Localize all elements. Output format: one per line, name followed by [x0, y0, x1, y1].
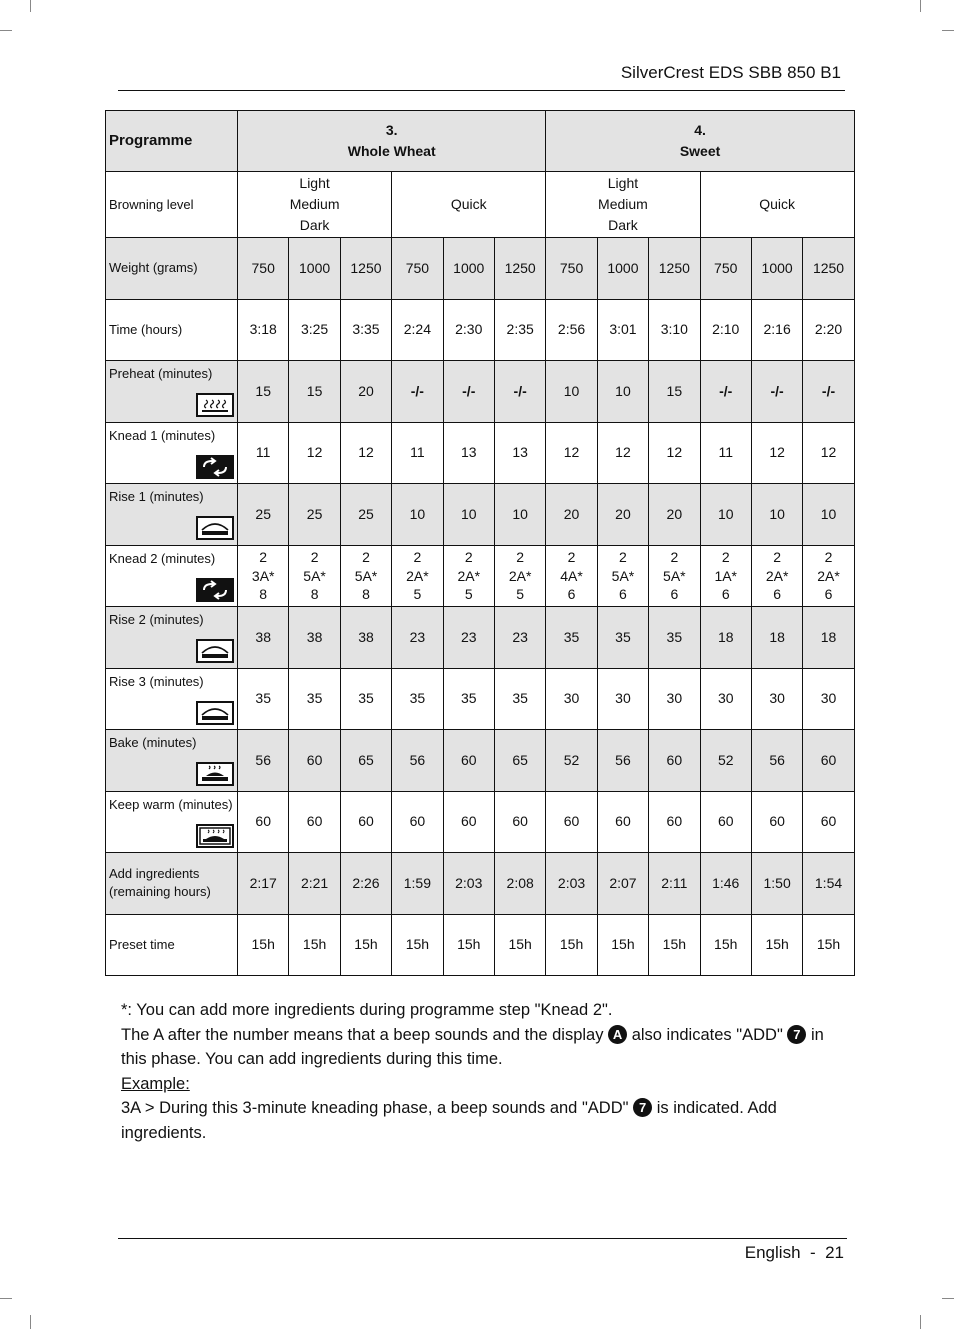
table-cell: 23: [443, 607, 494, 669]
table-row: [106, 730, 855, 792]
crop-mark: [942, 30, 954, 31]
programme-4-header: [546, 111, 854, 172]
table-row: [106, 238, 855, 300]
table-cell: 2:35: [494, 299, 545, 361]
display-marker-icon: A: [608, 1025, 627, 1044]
table-cell: -/-: [700, 361, 751, 423]
table-cell: 11: [700, 422, 751, 484]
table-cell: 2:16: [751, 299, 802, 361]
cell-line: 5: [464, 586, 473, 602]
table-cell: 1000: [597, 238, 648, 300]
row-label-text: Bake (minutes): [109, 735, 197, 750]
table-cell: 3:18: [238, 299, 289, 361]
cell-line: 5: [516, 586, 525, 602]
footnote-asterisk: *: You can add more ingredients during programme step "Knead 2".: [121, 1001, 613, 1019]
table-cell: 13: [443, 422, 494, 484]
table-cell: 10: [751, 484, 802, 546]
table-cell: -/-: [494, 361, 545, 423]
table-cell: 2:21: [289, 853, 340, 915]
table-cell: 60: [546, 791, 597, 853]
table-cell: 1:46: [700, 853, 751, 915]
page-header-title: SilverCrest EDS SBB 850 B1: [620, 63, 841, 82]
cell-line: 2: [824, 549, 833, 565]
table-cell: 1000: [443, 238, 494, 300]
table-cell: 13: [494, 422, 545, 484]
table-cell: 1250: [649, 238, 700, 300]
table-cell: 2:07: [597, 853, 648, 915]
table-row: [106, 545, 855, 607]
table-cell: 2:56: [546, 299, 597, 361]
cell-line: 2A*: [765, 567, 789, 584]
table-cell: 30: [803, 668, 854, 730]
cell-line: 2: [567, 549, 576, 565]
table-cell: 10: [803, 484, 854, 546]
rise-icon: [196, 516, 234, 540]
table-cell: 12: [289, 422, 340, 484]
table-cell: 750: [700, 238, 751, 300]
table-row: [106, 914, 855, 976]
row-label-text: Knead 2 (minutes): [109, 550, 216, 566]
browning-quick-cell: Quick: [700, 172, 854, 238]
table-cell: 12: [546, 422, 597, 484]
table-row: [106, 361, 855, 423]
table-cell: 30: [649, 668, 700, 730]
table-cell: 15: [289, 361, 340, 423]
crop-mark: [920, 0, 921, 12]
table-cell: 52: [546, 730, 597, 792]
table-cell: 56: [392, 730, 443, 792]
table-cell: 56: [751, 730, 802, 792]
table-cell: 35: [340, 668, 391, 730]
table-cell: 2:20: [803, 299, 854, 361]
programme-table: [105, 110, 855, 976]
table-cell: 60: [443, 730, 494, 792]
table-cell: 3:35: [340, 299, 391, 361]
table-cell: [238, 545, 289, 607]
table-cell: 65: [340, 730, 391, 792]
table-cell: 35: [289, 668, 340, 730]
table-row: [106, 607, 855, 669]
table-cell: 12: [751, 422, 802, 484]
browning-levels-cell: [546, 172, 700, 238]
table-cell: 15h: [751, 914, 802, 976]
add-marker-icon: 7: [633, 1098, 652, 1117]
table-cell: 38: [238, 607, 289, 669]
add-marker-icon: 7: [787, 1025, 806, 1044]
table-cell: 60: [392, 791, 443, 853]
table-cell: 15h: [443, 914, 494, 976]
table-cell: [289, 545, 340, 607]
table-cell: 15h: [546, 914, 597, 976]
table-cell: 12: [597, 422, 648, 484]
table-cell: 11: [238, 422, 289, 484]
table-row: [106, 791, 855, 853]
page-footer: English - 21: [744, 1243, 844, 1262]
cell-line: 6: [773, 586, 782, 602]
footer-divider: [118, 1238, 847, 1239]
table-cell: 20: [340, 361, 391, 423]
table-row: [106, 484, 855, 546]
crop-mark: [920, 1315, 921, 1329]
table-cell: 60: [803, 791, 854, 853]
table-cell: 60: [289, 730, 340, 792]
footnote-text: The A after the number means that a beep sounds and the display: [121, 1025, 604, 1044]
keep-warm-icon: [196, 824, 234, 848]
row-label-text: Rise 1 (minutes): [109, 489, 204, 504]
cell-line: 2: [259, 549, 268, 565]
row-label: [106, 545, 238, 607]
browning-label: Browning level: [106, 172, 238, 238]
browning-medium: Medium: [289, 196, 340, 212]
cell-line: 1A*: [714, 567, 738, 584]
table-cell: [700, 545, 751, 607]
table-cell: 10: [392, 484, 443, 546]
table-cell: 10: [700, 484, 751, 546]
table-cell: 12: [803, 422, 854, 484]
row-label: [106, 607, 238, 669]
footnotes: [121, 998, 836, 1145]
table-cell: 35: [546, 607, 597, 669]
table-cell: [392, 545, 443, 607]
header-divider: [118, 90, 845, 91]
table-cell: [649, 545, 700, 607]
table-cell: [751, 545, 802, 607]
example-text: [121, 1096, 836, 1145]
cell-line: 6: [721, 586, 730, 602]
browning-quick-cell: Quick: [392, 172, 546, 238]
preheat-icon: [196, 393, 234, 417]
table-cell: 15h: [597, 914, 648, 976]
table-cell: 750: [546, 238, 597, 300]
cell-line: 2: [362, 549, 370, 565]
browning-light: Light: [299, 175, 330, 191]
table-cell: 2:11: [649, 853, 700, 915]
table-cell: 25: [289, 484, 340, 546]
crop-mark: [30, 0, 31, 12]
cell-line: 6: [619, 586, 627, 602]
table-cell: 2:08: [494, 853, 545, 915]
row-label-text: Preheat (minutes): [109, 366, 213, 381]
programme-3-name: Whole Wheat: [347, 143, 436, 159]
cell-line: 6: [824, 586, 833, 602]
table-cell: 3:25: [289, 299, 340, 361]
row-label-text: Rise 2 (minutes): [109, 612, 204, 627]
row-label: [106, 791, 238, 853]
cell-line: 2A*: [508, 567, 532, 584]
cell-line: 2A*: [457, 567, 481, 584]
table-cell: 15h: [238, 914, 289, 976]
table-cell: 15h: [494, 914, 545, 976]
table-cell: -/-: [392, 361, 443, 423]
table-cell: 18: [700, 607, 751, 669]
rise-icon: [196, 701, 234, 725]
row-label-text: Knead 1 (minutes): [109, 427, 216, 443]
table-cell: 1250: [340, 238, 391, 300]
table-cell: 15h: [649, 914, 700, 976]
table-cell: 56: [597, 730, 648, 792]
row-label: Weight (grams): [106, 238, 238, 300]
crop-mark: [0, 30, 12, 31]
cell-line: 2A*: [406, 567, 429, 584]
table-cell: 35: [238, 668, 289, 730]
cell-line: 2: [670, 549, 679, 565]
browning-row: [106, 172, 855, 238]
footnote-text: also indicates "ADD": [631, 1025, 783, 1044]
cell-line: 2: [619, 549, 627, 565]
table-cell: [443, 545, 494, 607]
table-cell: 1:50: [751, 853, 802, 915]
table-cell: 1000: [289, 238, 340, 300]
table-cell: 35: [494, 668, 545, 730]
cell-line: 6: [567, 586, 576, 602]
table-cell: 35: [392, 668, 443, 730]
table-cell: 2:10: [700, 299, 751, 361]
cell-line: 2: [413, 549, 422, 565]
cell-line: 2: [516, 549, 525, 565]
cell-line: 5: [413, 586, 422, 602]
crop-mark: [942, 1298, 954, 1299]
cell-line: 5A*: [663, 567, 686, 584]
browning-medium: Medium: [598, 196, 648, 212]
table-cell: 60: [597, 791, 648, 853]
table-cell: 18: [751, 607, 802, 669]
table-cell: 35: [649, 607, 700, 669]
browning-dark: Dark: [608, 217, 638, 233]
row-label: Add ingredients (remaining hours): [106, 853, 238, 915]
table-cell: 10: [494, 484, 545, 546]
row-label: [106, 361, 238, 423]
table-cell: [597, 545, 648, 607]
table-cell: 2:03: [546, 853, 597, 915]
table-cell: 750: [238, 238, 289, 300]
table-cell: 35: [443, 668, 494, 730]
cell-line: 8: [310, 586, 319, 602]
table-cell: 15h: [700, 914, 751, 976]
cell-line: 2: [464, 549, 473, 565]
knead-icon: [196, 455, 234, 479]
table-cell: 2:03: [443, 853, 494, 915]
cell-line: 8: [259, 586, 268, 602]
table-row: [106, 299, 855, 361]
cell-line: 6: [670, 586, 679, 602]
row-label: [106, 484, 238, 546]
table-cell: 15h: [803, 914, 854, 976]
table-cell: 38: [340, 607, 391, 669]
cell-line: 5A*: [303, 567, 326, 584]
table-cell: 20: [597, 484, 648, 546]
row-label: [106, 422, 238, 484]
table-cell: 2:30: [443, 299, 494, 361]
programme-4-number: 4.: [694, 122, 706, 138]
table-cell: [494, 545, 545, 607]
programme-label: Programme: [106, 111, 238, 172]
cell-line: 2: [773, 549, 782, 565]
row-label: Time (hours): [106, 299, 238, 361]
crop-mark: [30, 1315, 31, 1329]
table-cell: 60: [803, 730, 854, 792]
table-cell: 2:26: [340, 853, 391, 915]
table-cell: 35: [597, 607, 648, 669]
table-cell: 10: [597, 361, 648, 423]
table-cell: 20: [649, 484, 700, 546]
cell-line: 5A*: [611, 567, 635, 584]
table-cell: 12: [649, 422, 700, 484]
footnote-add-explanation: [121, 1023, 836, 1072]
table-cell: 20: [546, 484, 597, 546]
table-cell: [546, 545, 597, 607]
table-row: [106, 853, 855, 915]
browning-dark: Dark: [299, 217, 330, 233]
table-cell: 15: [649, 361, 700, 423]
table-cell: 1250: [803, 238, 854, 300]
table-cell: 12: [340, 422, 391, 484]
table-cell: 15h: [289, 914, 340, 976]
table-cell: 2:17: [238, 853, 289, 915]
table-cell: 60: [700, 791, 751, 853]
table-cell: 65: [494, 730, 545, 792]
table-cell: [340, 545, 391, 607]
cell-line: 2: [721, 549, 730, 565]
table-cell: 1250: [494, 238, 545, 300]
cell-line: 3A*: [251, 567, 275, 584]
example-label: Example:: [121, 1074, 190, 1093]
table-cell: 18: [803, 607, 854, 669]
table-cell: 60: [238, 791, 289, 853]
cell-line: 8: [362, 586, 370, 602]
programme-header-row: [106, 111, 855, 172]
table-cell: 3:10: [649, 299, 700, 361]
table-cell: 60: [494, 791, 545, 853]
table-cell: 30: [597, 668, 648, 730]
table-cell: -/-: [803, 361, 854, 423]
table-cell: 1:59: [392, 853, 443, 915]
cell-line: 4A*: [560, 567, 583, 584]
cell-line: 2A*: [817, 567, 840, 584]
table-cell: 60: [340, 791, 391, 853]
browning-light: Light: [607, 175, 639, 191]
table-cell: -/-: [751, 361, 802, 423]
table-cell: 25: [340, 484, 391, 546]
table-cell: 60: [649, 730, 700, 792]
crop-mark: [0, 1298, 12, 1299]
row-label: [106, 668, 238, 730]
table-cell: 52: [700, 730, 751, 792]
cell-line: 2: [310, 549, 319, 565]
table-cell: 10: [546, 361, 597, 423]
table-cell: 3:01: [597, 299, 648, 361]
table-cell: 56: [238, 730, 289, 792]
browning-levels-cell: [238, 172, 392, 238]
table-cell: 15h: [392, 914, 443, 976]
example-text-a: 3A > During this 3-minute kneading phase, a beep sounds and "ADD": [121, 1099, 629, 1117]
knead-icon: [196, 578, 234, 602]
table-row: [106, 668, 855, 730]
row-label: Preset time: [106, 914, 238, 976]
table-cell: 750: [392, 238, 443, 300]
row-label-text: Rise 3 (minutes): [109, 673, 204, 689]
table-cell: 60: [751, 791, 802, 853]
programme-3-number: 3.: [385, 122, 398, 138]
table-cell: 1000: [751, 238, 802, 300]
table-cell: 15h: [340, 914, 391, 976]
row-label-text: Keep warm (minutes): [109, 796, 233, 812]
rise-icon: [196, 639, 234, 663]
table-cell: 30: [700, 668, 751, 730]
table-cell: 38: [289, 607, 340, 669]
table-cell: -/-: [443, 361, 494, 423]
table-row: [106, 422, 855, 484]
programme-3-header: [238, 111, 546, 172]
table-cell: 60: [649, 791, 700, 853]
table-cell: 60: [443, 791, 494, 853]
table-cell: 23: [494, 607, 545, 669]
table-cell: 11: [392, 422, 443, 484]
table-cell: 60: [289, 791, 340, 853]
table-cell: 10: [443, 484, 494, 546]
footnote-text: in this phase. You can add ingredients during this time.: [121, 1025, 824, 1068]
table-cell: 30: [546, 668, 597, 730]
table-cell: 15: [238, 361, 289, 423]
programme-4-name: Sweet: [679, 143, 721, 159]
table-cell: [803, 545, 854, 607]
table-cell: 2:24: [392, 299, 443, 361]
table-cell: 23: [392, 607, 443, 669]
table-cell: 1:54: [803, 853, 854, 915]
example-text-b: is indicated. Add ingredients.: [121, 1099, 777, 1142]
row-label: [106, 730, 238, 792]
table-cell: 25: [238, 484, 289, 546]
bake-icon: [196, 762, 234, 786]
cell-line: 5A*: [354, 567, 378, 584]
table-cell: 30: [751, 668, 802, 730]
